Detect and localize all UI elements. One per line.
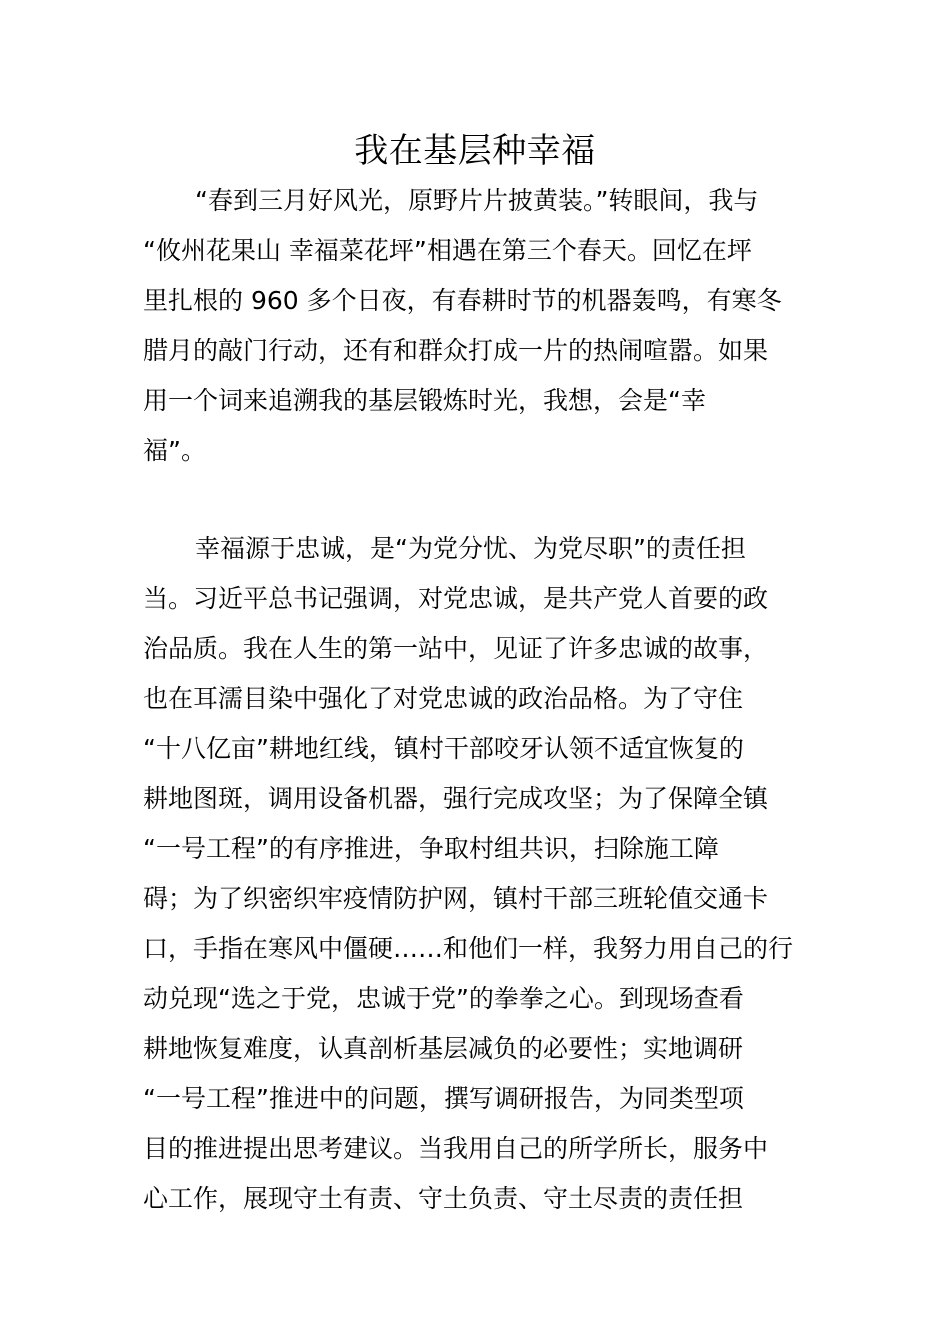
paragraph-2-line: 口，手指在寒风中僵硬……和他们一样，我努力用自己的行	[143, 934, 794, 963]
paragraph-2-line: 碍；为了织密织牢疫情防护网，镇村干部三班轮值交通卡	[143, 884, 769, 913]
paragraph-2-line: 也在耳濡目染中强化了对党忠诚的政治品格。为了守住	[143, 684, 744, 713]
paragraph-2-line: 耕地图斑，调用设备机器，强行完成攻坚；为了保障全镇	[143, 784, 769, 813]
paragraph-1-line: 腊月的敲门行动，还有和群众打成一片的热闹喧嚣。如果	[143, 336, 769, 365]
paragraph-1-line: “春到三月好风光，原野片片披黄装。”转眼间，我与	[195, 186, 759, 215]
paragraph-2-line: 动兑现“选之于党，忠诚于党”的拳拳之心。到现场查看	[143, 984, 744, 1013]
paragraph-1-line: 福”。	[143, 436, 206, 465]
paragraph-2-line: 当。习近平总书记强调，对党忠诚，是共产党人首要的政	[143, 584, 769, 613]
paragraph-1-line: “攸州花果山 幸福菜花坪”相遇在第三个春天。回忆在坪	[143, 236, 752, 265]
paragraph-1-line: 里扎根的 960 多个日夜，有春耕时节的机器轰鸣，有寒冬	[143, 286, 782, 315]
paragraph-2-line: 幸福源于忠诚，是“为党分忧、为党尽职”的责任担	[195, 534, 746, 563]
document-title: 我在基层种幸福	[354, 131, 596, 171]
paragraph-2-line: 耕地恢复难度，认真剖析基层减负的必要性；实地调研	[143, 1034, 744, 1063]
paragraph-2-line: “一号工程”的有序推进，争取村组共识，扫除施工障	[143, 834, 719, 863]
paragraph-2-line: “一号工程”推进中的问题，撰写调研报告，为同类型项	[143, 1084, 744, 1113]
paragraph-2-line: 目的推进提出思考建议。当我用自己的所学所长，服务中	[143, 1134, 769, 1163]
paragraph-2-line: 心工作，展现守土有责、守土负责、守土尽责的责任担	[143, 1184, 744, 1213]
paragraph-2-line: 治品质。我在人生的第一站中，见证了许多忠诚的故事，	[143, 634, 769, 663]
paragraph-2-line: “十八亿亩”耕地红线，镇村干部咬牙认领不适宜恢复的	[143, 734, 744, 763]
paragraph-1-line: 用一个词来追溯我的基层锻炼时光，我想，会是“幸	[143, 386, 706, 415]
